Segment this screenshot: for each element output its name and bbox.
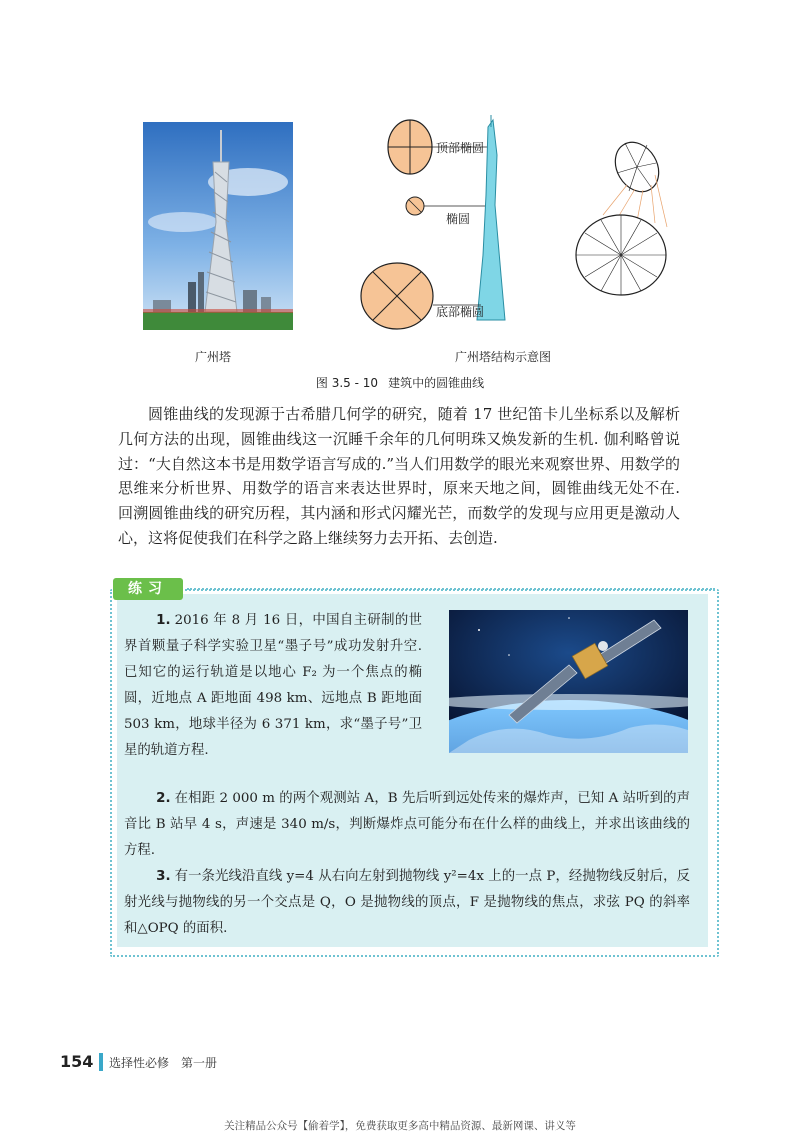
satellite-image — [449, 610, 688, 753]
exercise-question-2 — [124, 786, 690, 864]
question-1-number: 1. — [156, 613, 171, 628]
tower-structure-schematic — [355, 115, 680, 335]
page-number: 154 — [60, 1052, 94, 1071]
figure-title — [0, 374, 800, 391]
exercise-question-3 — [124, 864, 690, 942]
footer-note: 关注精品公众号【偷着学】，免费获取更多高中精品资源、最新网课、讲义等 — [224, 1120, 576, 1132]
exercise-tag: 练习 — [113, 578, 183, 600]
label-top-ellipse: 顶部椭圆 — [436, 141, 485, 155]
body-paragraph-text: 圆锥曲线的发现源于古希腊几何学的研究，随着 17 世纪笛卡儿坐标系以及解析几何方法的出现，圆锥曲线这一沉睡千余年的几何明珠又焕发新的生机. 伽利略曾说过：“大自然这本书是用数学语言写成的.”当人们用数学的眼光来观察世界、用数学的思维来分析世界、用数学的语言来表达世界时，原来天地之间，圆锥曲线无处不在. 回溯圆锥曲线的研究历程，其内涵和形式闪耀光芒，而数学的发现与应用更是激动人心，这将促使我们在科学之路上继续努力去开拓、去创造. — [118, 405, 680, 547]
label-bottom-ellipse: 底部椭圆 — [436, 305, 485, 319]
exercise-question-1 — [124, 608, 422, 764]
question-3-number: 3. — [156, 869, 171, 884]
question-2-number: 2. — [156, 791, 171, 806]
question-1-text: 2016 年 8 月 16 日，中国自主研制的世界首颗量子科学实验卫星“墨子号”成功发射升空. 已知它的运行轨道是以地心 F₂ 为一个焦点的椭圆，近地点 A 距地面 498 km、远地点 B 距地面 503 km，地球半径为 6 371 km，求“墨子号”卫星的轨道方程. — [124, 613, 422, 758]
schematic-caption: 广州塔结构示意图 — [455, 350, 552, 364]
photo-caption: 广州塔 — [195, 350, 232, 364]
book-title: 选择性必修 第一册 — [109, 1056, 218, 1070]
question-2-text: 在相距 2 000 m 的两个观测站 A，B 先后听到远处传来的爆炸声，已知 A 站听到的声音比 B 站早 4 s，声速是 340 m/s，判断爆炸点可能分布在什么样的曲线上，并求出该曲线的方程. — [124, 791, 690, 858]
canton-tower-photo — [143, 122, 293, 330]
figure-title-text: 建筑中的圆锥曲线 — [388, 376, 485, 390]
page-number-bar — [99, 1053, 103, 1071]
body-paragraph — [118, 402, 680, 551]
figure-number: 图 3.5 - 10 — [315, 376, 379, 390]
exercise-top-dotted-line — [187, 588, 715, 590]
label-middle-ellipse: 椭圆 — [446, 212, 471, 226]
question-3-text: 有一条光线沿直线 y=4 从右向左射到抛物线 y²=4x 上的一点 P，经抛物线反射后，反射光线与抛物线的另一个交点是 Q，O 是抛物线的顶点，F 是抛物线的焦点，求弦 PQ 的斜率和△OPQ 的面积. — [124, 869, 690, 936]
